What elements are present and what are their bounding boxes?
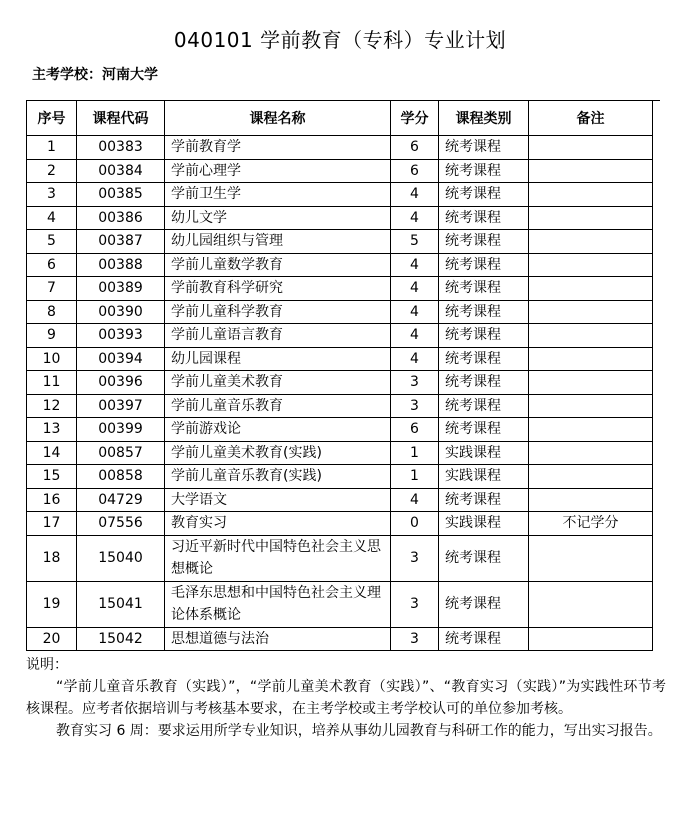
- cell-credit: 4: [391, 347, 439, 371]
- cell-credit: 3: [391, 627, 439, 651]
- cell-name: 学前教育科学研究: [165, 277, 391, 301]
- cell-note: [529, 159, 653, 183]
- cell-name: 学前儿童美术教育(实践): [165, 441, 391, 465]
- cell-name: 学前游戏论: [165, 418, 391, 442]
- cell-code: 07556: [77, 512, 165, 536]
- table-header-row: [27, 101, 653, 136]
- table-row: [27, 581, 653, 627]
- cell-code: 00384: [77, 159, 165, 183]
- cell-type: 实践课程: [439, 512, 529, 536]
- cell-note: [529, 324, 653, 348]
- cell-name: 幼儿文学: [165, 206, 391, 230]
- cell-no: 4: [27, 206, 77, 230]
- notes-heading: 说明：: [26, 657, 68, 673]
- cell-no: 16: [27, 488, 77, 512]
- cell-no: 1: [27, 136, 77, 160]
- cell-credit: 4: [391, 324, 439, 348]
- cell-credit: 0: [391, 512, 439, 536]
- header-credit: 学分: [391, 101, 439, 136]
- cell-code: 00399: [77, 418, 165, 442]
- cell-name: 学前儿童音乐教育: [165, 394, 391, 418]
- cell-credit: 3: [391, 394, 439, 418]
- table-row: [27, 627, 653, 651]
- cell-no: 3: [27, 183, 77, 207]
- notes-paragraph-internship: 教育实习 6 周：要求运用所学专业知识，培养从事幼儿园教育与科研工作的能力，写出实习报告。: [56, 723, 662, 739]
- table-row: [27, 324, 653, 348]
- cell-no: 2: [27, 159, 77, 183]
- cell-code: 00390: [77, 300, 165, 324]
- table-row: [27, 277, 653, 301]
- cell-type: 统考课程: [439, 277, 529, 301]
- table-row: [27, 230, 653, 254]
- cell-note: [529, 183, 653, 207]
- cell-name: 教育实习: [165, 512, 391, 536]
- table-row: [27, 300, 653, 324]
- header-note: 备注: [529, 101, 653, 136]
- cell-no: 19: [27, 581, 77, 627]
- header-type: 课程类别: [439, 101, 529, 136]
- cell-note: [529, 581, 653, 627]
- host-school: [32, 64, 158, 84]
- cell-credit: 3: [391, 371, 439, 395]
- cell-code: 00383: [77, 136, 165, 160]
- cell-credit: 6: [391, 159, 439, 183]
- cell-type: 统考课程: [439, 488, 529, 512]
- table-row: [27, 535, 653, 581]
- cell-code: 00389: [77, 277, 165, 301]
- cell-code: 00393: [77, 324, 165, 348]
- cell-name: 幼儿园课程: [165, 347, 391, 371]
- cell-type: 统考课程: [439, 206, 529, 230]
- cell-code: 00388: [77, 253, 165, 277]
- cell-no: 15: [27, 465, 77, 489]
- table-row: [27, 418, 653, 442]
- cell-credit: 5: [391, 230, 439, 254]
- cell-type: 实践课程: [439, 441, 529, 465]
- table-row: [27, 512, 653, 536]
- cell-no: 13: [27, 418, 77, 442]
- table-row: [27, 488, 653, 512]
- cell-credit: 4: [391, 300, 439, 324]
- cell-note: [529, 300, 653, 324]
- cell-code: 15040: [77, 535, 165, 581]
- cell-type: 统考课程: [439, 535, 529, 581]
- cell-credit: 4: [391, 206, 439, 230]
- cell-code: 00386: [77, 206, 165, 230]
- cell-note: [529, 535, 653, 581]
- cell-note: [529, 136, 653, 160]
- cell-credit: 1: [391, 465, 439, 489]
- cell-name: 学前教育学: [165, 136, 391, 160]
- cell-note: [529, 347, 653, 371]
- cell-type: 统考课程: [439, 183, 529, 207]
- table-row: [27, 253, 653, 277]
- cell-name: 习近平新时代中国特色社会主义思想概论: [165, 535, 391, 581]
- cell-no: 7: [27, 277, 77, 301]
- cell-type: 实践课程: [439, 465, 529, 489]
- cell-code: 15041: [77, 581, 165, 627]
- cell-code: 15042: [77, 627, 165, 651]
- cell-type: 统考课程: [439, 230, 529, 254]
- cell-name: 学前儿童音乐教育(实践): [165, 465, 391, 489]
- cell-no: 18: [27, 535, 77, 581]
- table-row: [27, 347, 653, 371]
- cell-no: 14: [27, 441, 77, 465]
- cell-name: 学前儿童美术教育: [165, 371, 391, 395]
- page-title: 040101 学前教育（专科）专业计划: [173, 28, 507, 52]
- cell-note: [529, 627, 653, 651]
- cell-name: 学前卫生学: [165, 183, 391, 207]
- host-school-name: 河南大学: [102, 67, 158, 83]
- cell-note: 不记学分: [529, 512, 653, 536]
- header-name: 课程名称: [165, 101, 391, 136]
- cell-type: 统考课程: [439, 581, 529, 627]
- cell-credit: 1: [391, 441, 439, 465]
- cell-credit: 4: [391, 253, 439, 277]
- cell-code: 00397: [77, 394, 165, 418]
- table-row: [27, 465, 653, 489]
- cell-name: 学前儿童科学教育: [165, 300, 391, 324]
- table-row: [27, 159, 653, 183]
- cell-credit: 4: [391, 488, 439, 512]
- cell-credit: 6: [391, 418, 439, 442]
- cell-credit: 3: [391, 535, 439, 581]
- cell-name: 毛泽东思想和中国特色社会主义理论体系概论: [165, 581, 391, 627]
- notes-paragraph-practice: “学前儿童音乐教育（实践）”，“学前儿童美术教育（实践）”、“教育实习（实践）”为实践性环节考核课程。应考者依据培训与考核基本要求，在主考学校或主考学校认可的单位参加考核。: [26, 679, 666, 717]
- cell-no: 8: [27, 300, 77, 324]
- cell-note: [529, 441, 653, 465]
- header-code: 课程代码: [77, 101, 165, 136]
- cell-type: 统考课程: [439, 159, 529, 183]
- cell-type: 统考课程: [439, 418, 529, 442]
- cell-code: 04729: [77, 488, 165, 512]
- cell-type: 统考课程: [439, 300, 529, 324]
- cell-name: 学前儿童语言教育: [165, 324, 391, 348]
- cell-code: 00385: [77, 183, 165, 207]
- cell-note: [529, 230, 653, 254]
- cell-note: [529, 418, 653, 442]
- cell-type: 统考课程: [439, 253, 529, 277]
- table-row: [27, 183, 653, 207]
- cell-no: 5: [27, 230, 77, 254]
- cell-credit: 3: [391, 581, 439, 627]
- cell-no: 6: [27, 253, 77, 277]
- host-school-label: 主考学校：: [32, 67, 102, 83]
- cell-code: 00857: [77, 441, 165, 465]
- cell-name: 思想道德与法治: [165, 627, 391, 651]
- cell-note: [529, 253, 653, 277]
- cell-type: 统考课程: [439, 136, 529, 160]
- cell-credit: 4: [391, 277, 439, 301]
- cell-name: 大学语文: [165, 488, 391, 512]
- cell-no: 9: [27, 324, 77, 348]
- cell-no: 11: [27, 371, 77, 395]
- cell-credit: 4: [391, 183, 439, 207]
- table-row: [27, 441, 653, 465]
- cell-code: 00394: [77, 347, 165, 371]
- cell-code: 00396: [77, 371, 165, 395]
- cell-note: [529, 371, 653, 395]
- table-row: [27, 206, 653, 230]
- table-row: [27, 371, 653, 395]
- cell-no: 20: [27, 627, 77, 651]
- cell-type: 统考课程: [439, 627, 529, 651]
- table-row: [27, 136, 653, 160]
- cell-note: [529, 488, 653, 512]
- cell-type: 统考课程: [439, 347, 529, 371]
- cell-code: 00858: [77, 465, 165, 489]
- cell-name: 学前儿童数学教育: [165, 253, 391, 277]
- cell-no: 17: [27, 512, 77, 536]
- table-row: [27, 394, 653, 418]
- header-no: 序号: [27, 101, 77, 136]
- cell-note: [529, 394, 653, 418]
- cell-type: 统考课程: [439, 324, 529, 348]
- cell-note: [529, 277, 653, 301]
- course-plan-table: [26, 100, 653, 651]
- cell-no: 10: [27, 347, 77, 371]
- cell-note: [529, 206, 653, 230]
- cell-note: [529, 465, 653, 489]
- cell-credit: 6: [391, 136, 439, 160]
- cell-type: 统考课程: [439, 371, 529, 395]
- notes-section: [26, 654, 666, 742]
- cell-name: 学前心理学: [165, 159, 391, 183]
- cell-no: 12: [27, 394, 77, 418]
- cell-code: 00387: [77, 230, 165, 254]
- cell-name: 幼儿园组织与管理: [165, 230, 391, 254]
- cell-type: 统考课程: [439, 394, 529, 418]
